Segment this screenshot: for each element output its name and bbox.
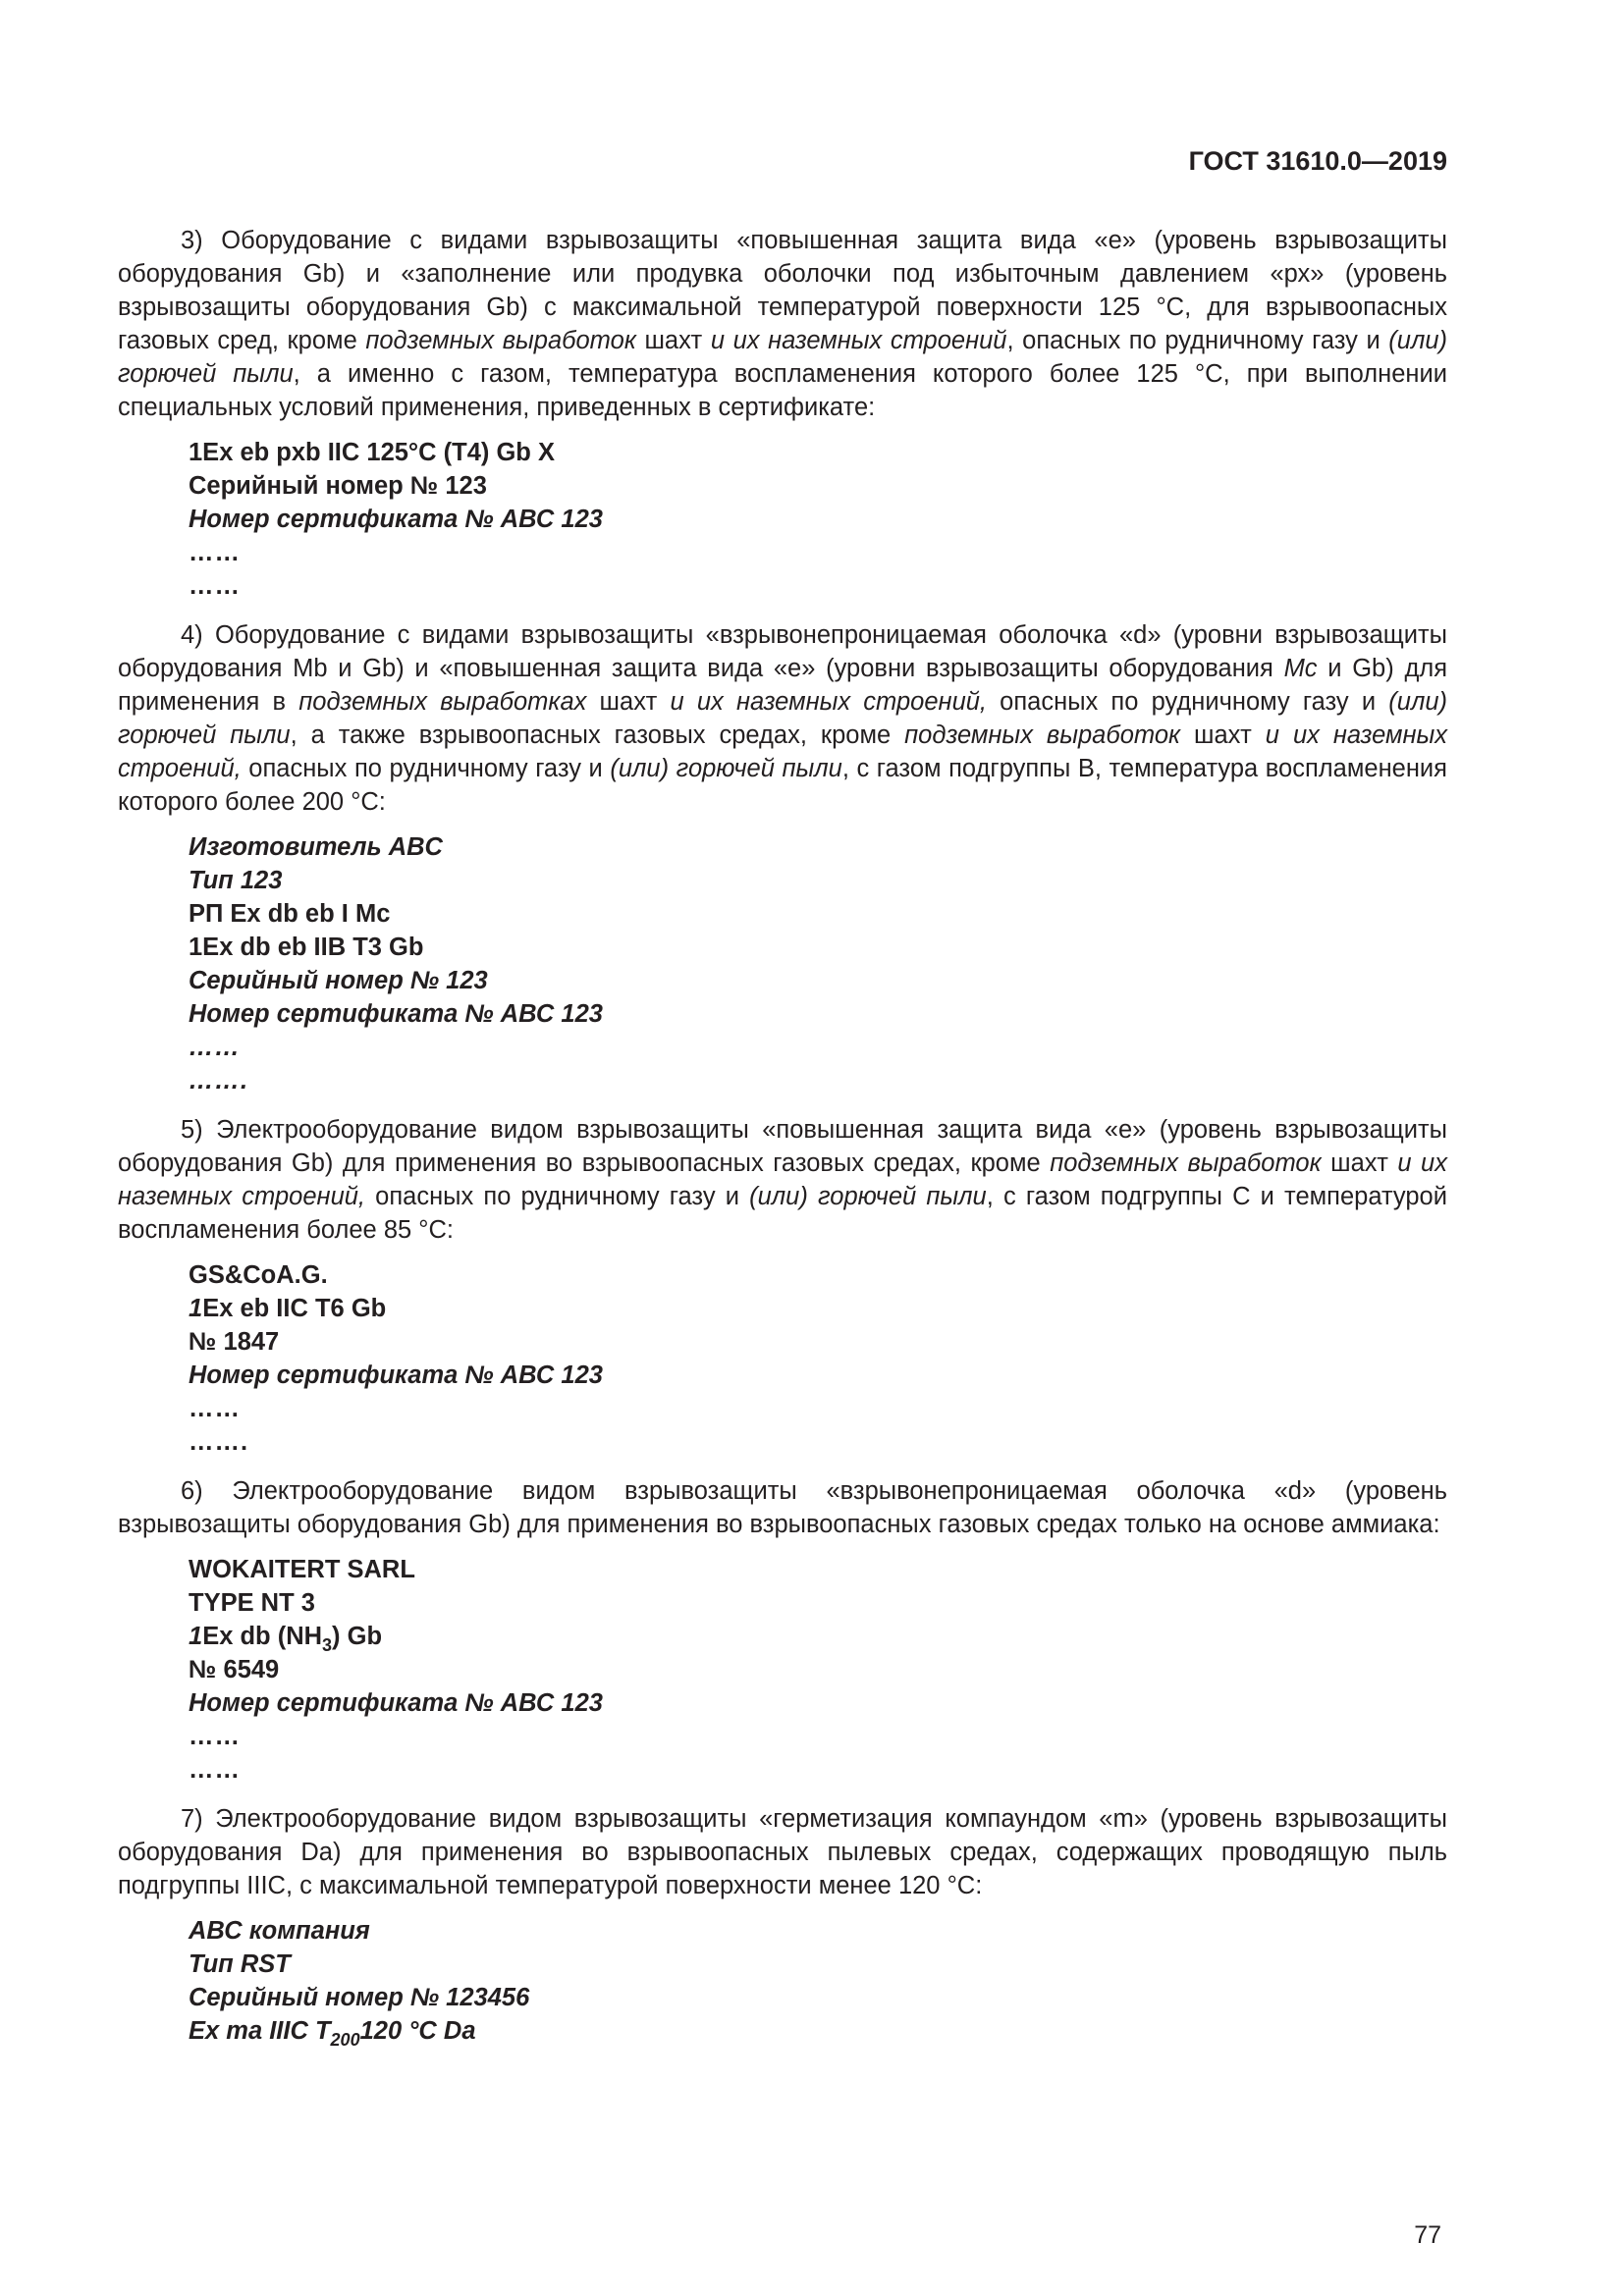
text-span: шахт: [1321, 1149, 1398, 1177]
ellipsis-line: …….: [189, 1428, 249, 1456]
subscript: 3: [322, 1635, 333, 1655]
marking-line: № 1847: [189, 1328, 280, 1356]
italic-digit: 1: [189, 1295, 203, 1322]
text-span: , а также взрывоопасных газовых средах, кроме: [290, 721, 905, 749]
ellipsis-line: …….: [189, 1067, 249, 1095]
marking-line: Серийный номер № 123: [189, 967, 488, 994]
marking-line: 1Ex db eb IIB T3 Gb: [189, 934, 424, 961]
text-span: 3) Оборудование с видами взрывозащиты «повышенная защита вида «е» (уровень взрывозащиты оборудования Gb) и «заполнение или продувка оболочки под избыточным давлением «рх» (уровень взрывозащиты оборудования Gb) с максимальной температурой поверхности 125 °С, для взрывоопасных газовых сред, кроме: [118, 227, 1447, 354]
marking-line: 1Ex eb pxb IIC 125°C (T4) Gb X: [189, 439, 555, 466]
marking-line: Номер сертификата № АВС 123: [189, 506, 603, 533]
ellipsis-line: ……: [189, 1756, 241, 1784]
marking-example-5: [189, 1258, 1447, 1459]
ellipsis-line: ……: [189, 1723, 241, 1750]
italic-span: и их наземных строений,: [118, 1149, 1447, 1210]
text-span: 5) Электрооборудование видом взрывозащиты «повышенная защита вида «е» (уровень взрывозащиты оборудования Gb) для применения во взрывоопасных газовых средах, кроме: [118, 1116, 1447, 1177]
ellipsis-line: ……: [189, 1034, 241, 1061]
marking-line: Номер сертификата № АВС 123: [189, 1362, 603, 1389]
marking-example-6: [189, 1553, 1447, 1787]
italic-span: Mc: [1283, 655, 1318, 682]
ellipsis-line: ……: [189, 539, 241, 566]
text-span: 4) Оборудование с видами взрывозащиты «взрывонепроницаемая оболочка «d» (уровни взрывозащиты оборудования Mb и Gb) и «повышенная защита вида «е» (уровни взрывозащиты оборудования: [118, 621, 1447, 682]
subscript: 200: [330, 2030, 360, 2050]
italic-span: подземных выработок: [1050, 1149, 1322, 1177]
italic-span: подземных выработках: [298, 688, 587, 716]
text-span: ) Gb: [332, 1623, 383, 1650]
italic-digit: 1: [189, 1623, 203, 1650]
italic-span: (или) горючей пыли: [749, 1183, 987, 1210]
paragraph-7: 7) Электрооборудование видом взрывозащиты «герметизация компаундом «m» (уровень взрывозащиты оборудования Da) для применения во взрывоопасных пылевых средах, содержащих проводящую пыль подгруппы IIIC, с максимальной температурой поверхности менее 120 °С:: [118, 1805, 1447, 1899]
marking-line: Серийный номер № 123: [189, 472, 487, 500]
italic-span: и их наземных строений,: [670, 688, 988, 716]
marking-line: Изготовитель ABC: [189, 833, 443, 861]
marking-line: [189, 2014, 1447, 2048]
paragraph-5: [118, 1113, 1447, 1247]
italic-span: и их наземных строений,: [118, 721, 1447, 782]
marking-line: GS&CoA.G.: [189, 1261, 328, 1289]
marking-example-4: [189, 830, 1447, 1097]
italic-span: подземных выработок: [365, 327, 636, 354]
text-span: Ex db (NH: [202, 1623, 323, 1650]
text-span: 120 °C Da: [359, 2017, 476, 2045]
page-content: [118, 224, 1447, 2063]
marking-line: Номер сертификата № АВС 123: [189, 1689, 603, 1717]
text-span: Ex eb IIC T6 Gb: [202, 1295, 387, 1322]
italic-span: подземных выработок: [904, 721, 1181, 749]
text-span: и Gb) для применения в: [118, 655, 1448, 716]
text-span: , с газом подгруппы В, температура воспламенения которого более 200 °С:: [118, 755, 1447, 816]
paragraph-3: [118, 224, 1447, 424]
marking-line: Тип 123: [189, 867, 283, 894]
text-span: , с газом подгруппы С и температурой воспламенения более 85 °С:: [118, 1183, 1447, 1244]
marking-line: Номер сертификата № АВС 123: [189, 1000, 603, 1028]
text-span: , опасных по рудничному газу и: [1006, 327, 1389, 354]
ellipsis-line: ……: [189, 572, 241, 600]
text-span: шахт: [635, 327, 711, 354]
marking-line: WOKAITERT SARL: [189, 1556, 415, 1583]
ellipsis-line: ……: [189, 1395, 241, 1422]
text-span: шахт: [1180, 721, 1266, 749]
text-span: опасных по рудничному газу и: [241, 755, 611, 782]
document-header: ГОСТ 31610.0—2019: [1188, 146, 1447, 176]
text-span: , а именно с газом, температура воспламенения которого более 125 °С, при выполнении специальных условий применения, приведенных в сертификате:: [118, 360, 1447, 421]
page-number: 77: [1414, 2221, 1441, 2249]
marking-line: [189, 1620, 1447, 1653]
italic-span: и их наземных строений: [710, 327, 1007, 354]
italic-span: (или) горючей пыли: [118, 688, 1447, 749]
marking-example-3: [189, 436, 1447, 603]
marking-example-7: [189, 1914, 1447, 2048]
paragraph-6: 6) Электрооборудование видом взрывозащиты «взрывонепроницаемая оболочка «d» (уровень взрывозащиты оборудования Gb) для применения во взрывоопасных газовых средах только на основе аммиака:: [118, 1477, 1447, 1538]
marking-line: РП Ex db eb I Mc: [189, 900, 391, 928]
text-span: Ex ma IIIC T: [189, 2017, 331, 2045]
italic-span: (или) горючей пыли: [118, 327, 1448, 388]
marking-line: [189, 1292, 1447, 1325]
marking-line: АВС компания: [189, 1917, 370, 1945]
text-span: опасных по рудничному газу и: [987, 688, 1389, 716]
paragraph-4: [118, 618, 1447, 819]
marking-line: № 6549: [189, 1656, 280, 1683]
italic-span: (или) горючей пыли: [610, 755, 842, 782]
text-span: опасных по рудничному газу и: [365, 1183, 750, 1210]
text-span: шахт: [586, 688, 671, 716]
marking-line: TYPE NT 3: [189, 1589, 315, 1617]
marking-line: Тип RST: [189, 1950, 291, 1978]
marking-line: Серийный номер № 123456: [189, 1984, 530, 2011]
